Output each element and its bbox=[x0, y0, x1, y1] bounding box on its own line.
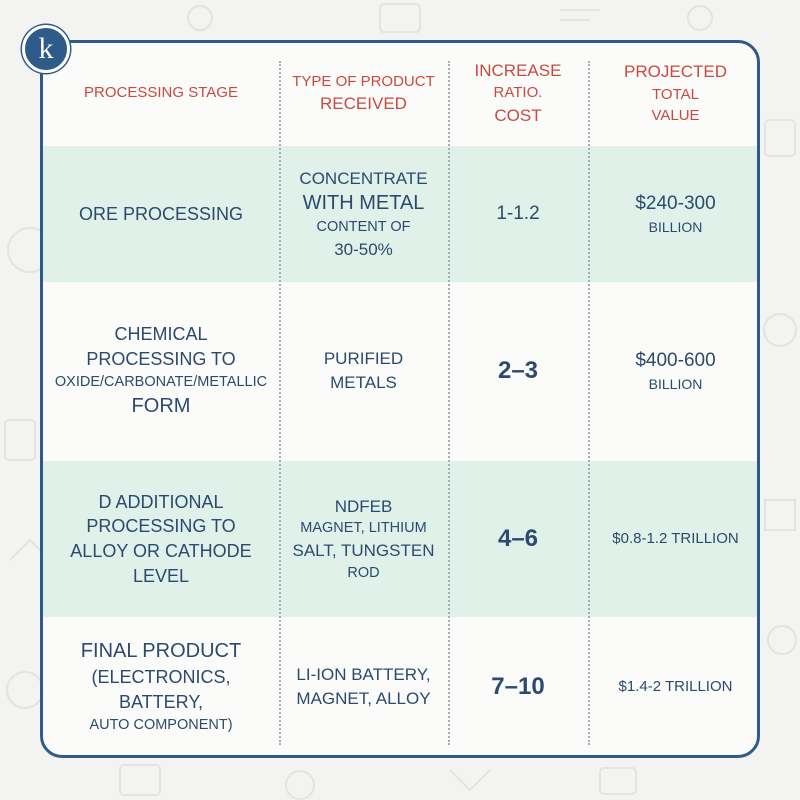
header-projected-value bbox=[588, 53, 760, 133]
value-text: $0.8-1.2 TRILLION bbox=[612, 530, 739, 548]
table-row-4-product bbox=[279, 618, 448, 756]
header-text: TYPE OF PRODUCT bbox=[292, 72, 435, 90]
product-text: MAGNET, ALLOY bbox=[296, 689, 431, 708]
header-text: VALUE bbox=[651, 106, 700, 124]
product-text: MAGNET, LITHIUM bbox=[300, 520, 427, 537]
stage-text: ORE PROCESSING bbox=[78, 203, 244, 224]
product-text: 30-50% bbox=[334, 239, 393, 259]
logo-letter: k bbox=[38, 32, 54, 65]
value-text: BILLION bbox=[648, 218, 703, 235]
product-text: LI-ION BATTERY, bbox=[296, 665, 431, 685]
stage-text: FINAL PRODUCT bbox=[80, 640, 242, 663]
table-row-3-ratio bbox=[448, 461, 588, 617]
header-text: COST bbox=[494, 105, 542, 125]
header-increase-ratio bbox=[448, 53, 588, 133]
value-text: BILLION bbox=[648, 375, 703, 392]
stage-text: ALLOY OR CATHODE bbox=[70, 541, 252, 561]
stage-text: BATTERY, bbox=[118, 692, 204, 713]
ratio-text: 4–6 bbox=[497, 525, 539, 553]
product-text: METALS bbox=[330, 373, 397, 392]
table-row-1-product bbox=[279, 146, 448, 282]
ratio-text: 1-1.2 bbox=[496, 203, 540, 225]
stage-text: D ADDITIONAL bbox=[98, 491, 224, 512]
value-text: $240-300 bbox=[635, 193, 716, 215]
table-row-1-ratio bbox=[448, 146, 588, 282]
product-text: SALT, TUNGSTEN bbox=[292, 541, 435, 560]
table-row-1-value bbox=[588, 146, 760, 282]
stage-text: OXIDE/CARBONATE/METALLIC bbox=[54, 373, 268, 390]
product-text: PURIFIED bbox=[323, 349, 404, 369]
table-row-4-value bbox=[588, 618, 760, 756]
brand-logo-icon bbox=[22, 25, 70, 73]
product-text: CONCENTRATE bbox=[299, 168, 428, 188]
ratio-text: 7–10 bbox=[491, 673, 545, 701]
value-chain-table bbox=[40, 40, 760, 758]
table-row-1-stage bbox=[43, 146, 279, 282]
stage-text: FORM bbox=[131, 394, 191, 417]
ratio-text: 2–3 bbox=[497, 357, 539, 385]
stage-text: CHEMICAL bbox=[114, 324, 208, 345]
table-row-2-value bbox=[588, 283, 760, 459]
header-text: PROJECTED bbox=[624, 61, 727, 81]
product-text: ROD bbox=[347, 564, 380, 581]
table-row-2-stage bbox=[43, 283, 279, 459]
table-row-4-ratio bbox=[448, 618, 588, 756]
header-product-type bbox=[279, 53, 448, 133]
stage-text: PROCESSING TO bbox=[86, 349, 236, 370]
header-text: RATIO. bbox=[493, 84, 543, 102]
value-text: $1.4-2 TRILLION bbox=[618, 678, 733, 696]
stage-text: LEVEL bbox=[132, 565, 190, 586]
value-text: $400-600 bbox=[635, 350, 716, 372]
header-processing-stage bbox=[43, 53, 279, 133]
product-text: NDFEB bbox=[334, 496, 393, 516]
header-text: RECEIVED bbox=[320, 93, 407, 113]
table-row-3-value bbox=[588, 461, 760, 617]
table-row-2-ratio bbox=[448, 283, 588, 459]
header-text: PROCESSING STAGE bbox=[84, 84, 238, 102]
table-row-4-stage bbox=[43, 618, 279, 756]
product-text: CONTENT OF bbox=[316, 219, 411, 236]
header-text: INCREASE bbox=[474, 60, 562, 80]
table-row-2-product bbox=[279, 283, 448, 459]
stage-text: PROCESSING TO bbox=[86, 516, 236, 537]
table-row-3-product bbox=[279, 461, 448, 617]
table-row-3-stage bbox=[43, 461, 279, 617]
stage-text: (ELECTRONICS, bbox=[91, 667, 231, 688]
product-text: WITH METAL bbox=[302, 192, 425, 215]
header-text: TOTAL bbox=[652, 85, 699, 103]
stage-text: AUTO COMPONENT) bbox=[89, 716, 233, 733]
